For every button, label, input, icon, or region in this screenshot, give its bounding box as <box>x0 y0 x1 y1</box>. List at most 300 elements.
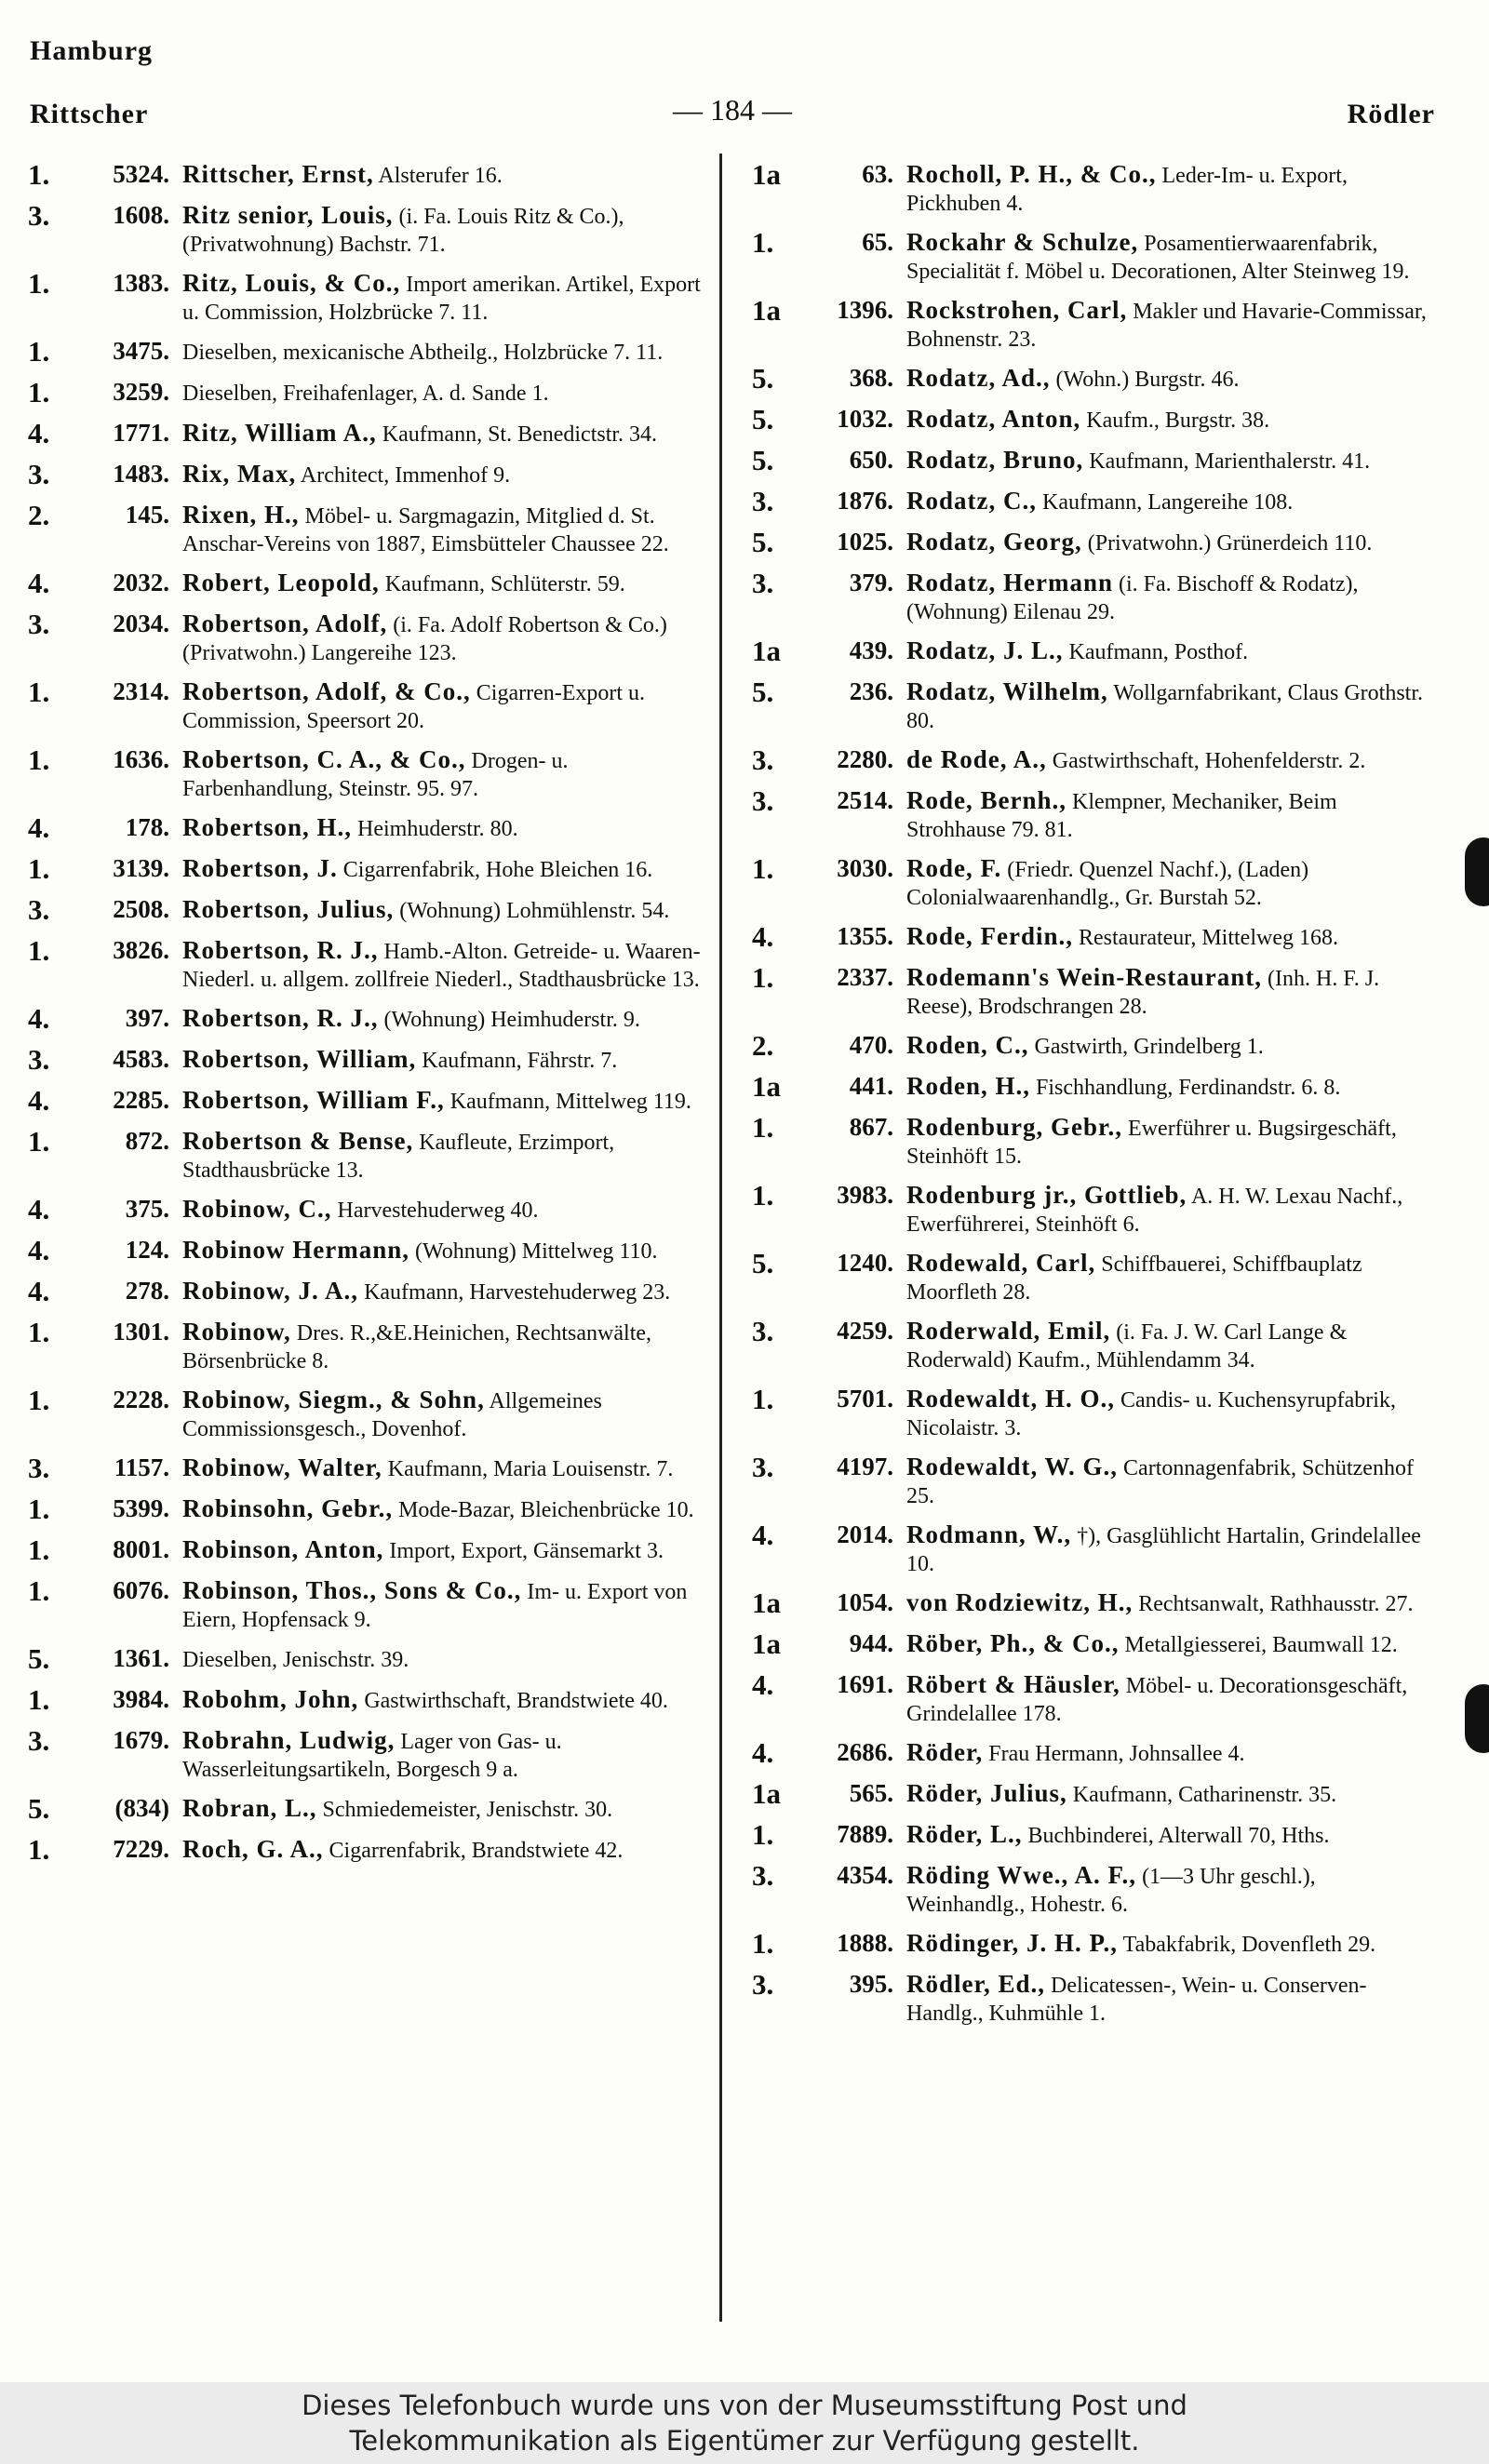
phone-number: 145. <box>125 501 169 529</box>
directory-entry <box>752 158 1431 218</box>
phone-number: 4197. <box>837 1453 893 1480</box>
subscriber-details: †), Gasglühlicht Hartalin, Grindelallee 10. <box>906 1524 1421 1576</box>
directory-entry <box>752 1383 1431 1442</box>
entry-text <box>906 158 1431 218</box>
subscriber-name: Rix, Max, <box>182 460 297 488</box>
subscriber-name: Röber, Ph., & Co., <box>906 1629 1120 1657</box>
entry-text <box>906 1070 1431 1102</box>
subscriber-name: Robinson, Thos., Sons & Co., <box>182 1576 522 1604</box>
phone-number: 1679. <box>113 1726 169 1754</box>
subscriber-details: (Wohn.) Burgstr. 46. <box>1050 368 1240 392</box>
phone-number: 3984. <box>113 1685 169 1713</box>
header-last-name: Rödler <box>1347 99 1435 129</box>
entry-text <box>182 1533 707 1565</box>
phone-number: 3030. <box>837 854 893 882</box>
directory-entry <box>28 852 707 885</box>
phone-number: 2285. <box>113 1086 169 1114</box>
exchange-volume: 1. <box>752 1383 774 1415</box>
directory-entry <box>752 635 1431 667</box>
phone-number: 65. <box>862 228 893 256</box>
phone-number: 4259. <box>837 1317 893 1345</box>
punch-hole <box>1465 1684 1489 1753</box>
entry-text <box>182 1724 707 1784</box>
phone-number: 395. <box>849 1970 893 1998</box>
subscriber-details: Architect, Immenhof 9. <box>296 463 511 488</box>
directory-entry <box>28 1234 707 1266</box>
phone-number: 397. <box>125 1004 169 1032</box>
entry-text <box>182 1493 707 1524</box>
entry-text <box>182 1683 707 1715</box>
directory-entry <box>28 1452 707 1484</box>
punch-hole <box>1465 837 1489 906</box>
directory-entry <box>28 1084 707 1117</box>
subscriber-details: Wollgarnfabrikant, Claus Grothstr. 80. <box>906 681 1424 733</box>
subscriber-name: Robertson, J. <box>182 854 338 882</box>
subscriber-details: Kaufmann, Maria Louisenstr. 7. <box>382 1457 674 1481</box>
subscriber-details: Schmiedemeister, Jenischstr. 30. <box>316 1798 613 1822</box>
subscriber-name: Rode, F. <box>906 854 1002 882</box>
subscriber-details: Fischhandlung, Ferdinandstr. 6. 8. <box>1030 1076 1341 1100</box>
entry-text <box>906 1818 1431 1850</box>
exchange-volume: 4. <box>28 1193 50 1225</box>
subscriber-name: Robinow, <box>182 1318 291 1346</box>
directory-entry <box>752 1668 1431 1728</box>
phone-number: 1054. <box>837 1588 893 1616</box>
phone-number: 2032. <box>113 569 169 596</box>
exchange-volume: 4. <box>752 1736 774 1769</box>
exchange-volume: 5. <box>752 403 774 435</box>
entry-text <box>906 1029 1431 1061</box>
entry-text <box>182 199 707 259</box>
entry-text <box>906 1519 1431 1578</box>
phone-number: 379. <box>849 569 893 596</box>
subscriber-name: Rodewald, Carl, <box>906 1249 1096 1277</box>
phone-number: 439. <box>849 636 893 664</box>
phone-number: 2280. <box>837 745 893 773</box>
subscriber-details: (Wohnung) Heimhuderstr. 9. <box>378 1008 640 1032</box>
subscriber-name: Rödler, Ed., <box>906 1970 1046 1998</box>
subscriber-details: Cigarrenfabrik, Brandstwiete 42. <box>323 1839 624 1863</box>
entry-text <box>906 1859 1431 1919</box>
city-heading: Hamburg <box>30 35 154 66</box>
directory-entry <box>28 934 707 994</box>
entry-text <box>182 158 707 190</box>
subscriber-name: Rittscher, Ernst, <box>182 160 374 188</box>
directory-entry <box>28 676 707 735</box>
footer-line-1: Dieses Telefonbuch wurde uns von der Museumsstiftung Post und <box>302 2390 1187 2421</box>
phone-number: 1301. <box>113 1318 169 1346</box>
subscriber-details: (i. Fa. J. W. Carl Lange & Roderwald) Kaufm., Mühlendamm 34. <box>906 1320 1348 1373</box>
phone-number: 867. <box>849 1113 893 1141</box>
entry-text <box>906 852 1431 912</box>
exchange-volume: 4. <box>28 811 50 844</box>
entry-text <box>182 676 707 735</box>
exchange-volume: 3. <box>752 1451 774 1483</box>
directory-entry <box>28 335 707 368</box>
subscriber-name: Rodenburg jr., Gottlieb, <box>906 1181 1187 1209</box>
directory-entry <box>752 1070 1431 1103</box>
exchange-volume: 1a <box>752 1777 781 1810</box>
subscriber-name: Robertson, C. A., & Co., <box>182 745 466 773</box>
subscriber-name: Roderwald, Emil, <box>906 1317 1111 1345</box>
subscriber-name: Röder, L., <box>906 1820 1023 1848</box>
directory-entry <box>752 1315 1431 1374</box>
exchange-volume: 1. <box>28 1683 50 1716</box>
exchange-volume: 4. <box>28 1002 50 1035</box>
directory-entry <box>28 1833 707 1866</box>
subscriber-details: Schiffbauerei, Schiffbauplatz Moorfleth 28. <box>906 1252 1362 1305</box>
exchange-volume: 1. <box>752 1818 774 1851</box>
subscriber-name: Robrahn, Ludwig, <box>182 1726 396 1754</box>
subscriber-details: Dieselben, mexicanische Abtheilg., Holzbrücke 7. 11. <box>182 341 664 365</box>
subscriber-name: von Rodziewitz, H., <box>906 1588 1134 1616</box>
directory-entry <box>752 294 1431 354</box>
subscriber-name: Robinow, J. A., <box>182 1277 359 1305</box>
entry-text <box>906 526 1431 557</box>
subscriber-name: Robinow, C., <box>182 1195 332 1223</box>
directory-entry <box>28 1002 707 1035</box>
directory-entry <box>28 811 707 844</box>
entry-text <box>182 1316 707 1375</box>
exchange-volume: 1a <box>752 294 781 327</box>
subscriber-name: Rodatz, C., <box>906 487 1037 515</box>
entry-text <box>906 1247 1431 1306</box>
subscriber-name: Rodewaldt, W. G., <box>906 1453 1119 1480</box>
entry-text <box>906 1179 1431 1239</box>
subscriber-name: Rodatz, Bruno, <box>906 446 1084 474</box>
exchange-volume: 5. <box>752 526 774 558</box>
subscriber-details: Kaufm., Burgstr. 38. <box>1080 408 1270 433</box>
exchange-volume: 5. <box>752 676 774 708</box>
entry-text <box>182 893 707 925</box>
subscriber-details: (i. Fa. Louis Ritz & Co.), (Privatwohnung) Bachstr. 71. <box>182 205 624 257</box>
entry-text <box>906 1968 1431 2028</box>
phone-number: 2014. <box>837 1520 893 1548</box>
directory-entry <box>28 1683 707 1716</box>
subscriber-name: de Rode, A., <box>906 745 1047 773</box>
exchange-volume: 5. <box>752 1247 774 1279</box>
phone-number: 2228. <box>113 1386 169 1413</box>
directory-entry <box>28 1275 707 1307</box>
exchange-volume: 3. <box>752 485 774 517</box>
phone-number: (834) <box>114 1794 169 1822</box>
subscriber-details: Dieselben, Jenischstr. 39. <box>182 1648 409 1672</box>
exchange-volume: 3. <box>752 567 774 599</box>
exchange-volume: 1. <box>28 1833 50 1866</box>
running-header <box>30 93 1435 140</box>
phone-number: 178. <box>125 813 169 841</box>
phone-number: 368. <box>849 364 893 392</box>
entry-text <box>906 676 1431 735</box>
subscriber-name: Rodatz, Georg, <box>906 528 1082 556</box>
subscriber-name: Rode, Bernh., <box>906 786 1067 814</box>
entry-text <box>906 961 1431 1021</box>
subscriber-details: Kaufmann, Langereihe 108. <box>1037 490 1294 515</box>
footer-notice <box>0 2382 1489 2464</box>
right-column <box>752 158 1431 2036</box>
subscriber-details: Import amerikan. Artikel, Export u. Commission, Holzbrücke 7. 11. <box>182 273 701 325</box>
subscriber-details: Metallgiesserei, Baumwall 12. <box>1119 1633 1398 1657</box>
subscriber-name: Robertson, H., <box>182 813 352 841</box>
subscriber-name: Rockstrohen, Carl, <box>906 296 1128 324</box>
exchange-volume: 5. <box>752 362 774 395</box>
entry-text <box>906 1927 1431 1959</box>
subscriber-name: Robertson & Bense, <box>182 1127 414 1155</box>
entry-text <box>906 1668 1431 1728</box>
exchange-volume: 1a <box>752 635 781 667</box>
subscriber-details: Makler und Havarie-Commissar, Bohnenstr. 23. <box>906 300 1427 352</box>
subscriber-details: Harvestehuderweg 40. <box>331 1199 539 1223</box>
directory-entry <box>752 1818 1431 1851</box>
entry-text <box>906 1627 1431 1659</box>
subscriber-details: Heimhuderstr. 80. <box>352 817 518 841</box>
directory-entry <box>28 567 707 599</box>
subscriber-details: Kaufmann, Mittelweg 119. <box>444 1090 691 1114</box>
subscriber-details: Mode-Bazar, Bleichenbrücke 10. <box>393 1498 694 1522</box>
entry-text <box>182 1574 707 1634</box>
subscriber-name: Rode, Ferdin., <box>906 922 1073 950</box>
entry-text <box>182 1234 707 1265</box>
subscriber-details: Gastwirthschaft, Hohenfelderstr. 2. <box>1046 749 1366 773</box>
exchange-volume: 1. <box>28 158 50 191</box>
directory-entry <box>752 1859 1431 1919</box>
subscriber-details: Dieselben, Freihafenlager, A. d. Sande 1. <box>182 382 549 406</box>
phone-number: 236. <box>849 677 893 705</box>
subscriber-name: Roden, H., <box>906 1072 1031 1100</box>
directory-entry <box>28 267 707 327</box>
entry-text <box>182 1043 707 1075</box>
directory-entry <box>752 784 1431 844</box>
exchange-volume: 1. <box>28 1384 50 1416</box>
phone-number: 1771. <box>113 419 169 447</box>
directory-entry <box>752 1777 1431 1810</box>
subscriber-details: Kaufmann, Posthof. <box>1063 640 1249 664</box>
phone-number: 2508. <box>113 895 169 923</box>
exchange-volume: 4. <box>28 417 50 449</box>
directory-entry <box>28 458 707 490</box>
phone-number: 441. <box>849 1072 893 1100</box>
subscriber-name: Rödinger, J. H. P., <box>906 1929 1119 1957</box>
exchange-volume: 4. <box>752 1668 774 1701</box>
subscriber-name: Ritz senior, Louis, <box>182 201 394 229</box>
directory-entry <box>28 608 707 667</box>
footer-line-2: Telekommunikation als Eigentümer zur Verfügung gestellt. <box>349 2425 1140 2457</box>
phone-number: 1396. <box>837 296 893 324</box>
subscriber-details: Drogen- u. Farbenhandlung, Steinstr. 95. 97. <box>182 749 569 801</box>
entry-text <box>906 1451 1431 1510</box>
phone-number: 1383. <box>113 269 169 297</box>
subscriber-details: Allgemeines Commissionsgesch., Dovenhof. <box>182 1389 602 1441</box>
phone-number: 650. <box>849 446 893 474</box>
subscriber-details: Im- u. Export von Eiern, Hopfensack 9. <box>182 1580 688 1632</box>
subscriber-name: Röbert & Häusler, <box>906 1670 1120 1698</box>
entry-text <box>182 1384 707 1443</box>
phone-number: 944. <box>849 1629 893 1657</box>
subscriber-name: Robertson, Adolf, & Co., <box>182 677 471 705</box>
entry-text <box>906 1315 1431 1374</box>
exchange-volume: 4. <box>752 1519 774 1551</box>
entry-text <box>906 635 1431 666</box>
exchange-volume: 3. <box>28 458 50 490</box>
exchange-volume: 1. <box>752 226 774 259</box>
subscriber-details: Kaufmann, Marienthalerstr. 41. <box>1083 449 1371 474</box>
subscriber-details: Dres. R.,&E.Heinichen, Rechtsanwälte, Börsenbrücke 8. <box>182 1321 652 1373</box>
subscriber-details: (Wohnung) Lohmühlenstr. 54. <box>394 899 670 923</box>
exchange-volume: 1. <box>28 376 50 408</box>
exchange-volume: 2. <box>28 499 50 531</box>
phone-number: 1608. <box>113 201 169 229</box>
subscriber-name: Robohm, John, <box>182 1685 359 1713</box>
phone-number: 5701. <box>837 1385 893 1413</box>
subscriber-details: (1—3 Uhr geschl.), Weinhandlg., Hohestr. 6. <box>906 1865 1316 1917</box>
phone-number: 1032. <box>837 405 893 433</box>
exchange-volume: 3. <box>752 743 774 776</box>
subscriber-name: Rodenburg, Gebr., <box>906 1113 1123 1141</box>
entry-text <box>182 1193 707 1225</box>
subscriber-details: Leder-Im- u. Export, Pickhuben 4. <box>906 164 1348 216</box>
subscriber-name: Rodatz, Wilhelm, <box>906 677 1108 705</box>
phone-number: 63. <box>862 160 893 188</box>
entry-text <box>906 920 1431 952</box>
exchange-volume: 5. <box>752 444 774 476</box>
exchange-volume: 4. <box>752 920 774 953</box>
entry-text <box>182 335 707 367</box>
directory-entry <box>752 1736 1431 1769</box>
directory-entry <box>28 1193 707 1225</box>
exchange-volume: 4. <box>28 1234 50 1266</box>
subscriber-details: Kaufmann, Catharinenstr. 35. <box>1066 1783 1337 1807</box>
phone-number: 4583. <box>113 1045 169 1073</box>
phone-number: 2337. <box>837 963 893 991</box>
phone-number: 375. <box>125 1195 169 1223</box>
phone-number: 278. <box>125 1277 169 1305</box>
directory-entry <box>752 1587 1431 1619</box>
subscriber-name: Ritz, William A., <box>182 419 377 447</box>
phone-number: 3139. <box>113 854 169 882</box>
subscriber-name: Robertson, William, <box>182 1045 417 1073</box>
directory-entry <box>752 226 1431 286</box>
exchange-volume: 4. <box>28 1275 50 1307</box>
exchange-volume: 1. <box>752 1927 774 1960</box>
directory-entry <box>28 417 707 449</box>
phone-number: 2514. <box>837 786 893 814</box>
exchange-volume: 3. <box>752 784 774 817</box>
subscriber-details: Cartonnagenfabrik, Schützenhof 25. <box>906 1456 1414 1508</box>
subscriber-details: Frau Hermann, Johnsallee 4. <box>983 1742 1245 1766</box>
exchange-volume: 1. <box>28 1493 50 1525</box>
page-number: — 184 — <box>673 93 792 127</box>
entry-text <box>906 1587 1431 1618</box>
entry-text <box>906 294 1431 354</box>
subscriber-details: Kaufmann, St. Benedictstr. 34. <box>376 422 658 447</box>
exchange-volume: 5. <box>28 1792 50 1825</box>
subscriber-name: Robertson, William F., <box>182 1086 445 1114</box>
subscriber-details: Kaufmann, Fährstr. 7. <box>416 1049 618 1073</box>
directory-entry <box>28 1493 707 1525</box>
directory-entry <box>28 199 707 259</box>
directory-entry <box>28 376 707 408</box>
entry-text <box>182 417 707 449</box>
subscriber-name: Robert, Leopold, <box>182 569 380 596</box>
exchange-volume: 1. <box>28 852 50 885</box>
exchange-volume: 1a <box>752 158 781 191</box>
subscriber-details: Kaufmann, Harvestehuderweg 23. <box>358 1280 671 1305</box>
phone-number: 1888. <box>837 1929 893 1957</box>
phone-number: 1691. <box>837 1670 893 1698</box>
directory-entry <box>752 444 1431 476</box>
exchange-volume: 3. <box>752 1315 774 1347</box>
exchange-volume: 1. <box>752 961 774 994</box>
exchange-volume: 1. <box>28 676 50 708</box>
subscriber-name: Rodatz, Hermann <box>906 569 1113 596</box>
subscriber-name: Roden, C., <box>906 1031 1029 1059</box>
exchange-volume: 3. <box>28 1452 50 1484</box>
left-column <box>28 158 707 1874</box>
phone-number: 1483. <box>113 460 169 488</box>
phone-number: 3259. <box>113 378 169 406</box>
directory-entry <box>28 499 707 558</box>
entry-text <box>182 458 707 489</box>
subscriber-details: Lager von Gas- u. Wasserleitungsartikeln, Borgesch 9 a. <box>182 1730 562 1782</box>
directory-entry <box>752 852 1431 912</box>
phone-number: 1361. <box>113 1644 169 1672</box>
phone-number: 2314. <box>113 677 169 705</box>
exchange-volume: 1. <box>28 1125 50 1158</box>
entry-text <box>182 1084 707 1116</box>
exchange-volume: 1. <box>752 852 774 885</box>
directory-entry <box>752 526 1431 558</box>
phone-number: 1355. <box>837 922 893 950</box>
directory-entry <box>752 1179 1431 1239</box>
subscriber-details: Delicatessen-, Wein- u. Conserven-Handlg., Kuhmühle 1. <box>906 1974 1367 2026</box>
entry-text <box>906 444 1431 475</box>
subscriber-details: (Friedr. Quenzel Nachf.), (Laden) Colonialwaarenhandlg., Gr. Burstah 52. <box>906 858 1309 910</box>
phone-number: 3983. <box>837 1181 893 1209</box>
subscriber-details: Candis- u. Kuchensyrupfabrik, Nicolaistr. 3. <box>906 1388 1396 1440</box>
phone-number: 1876. <box>837 487 893 515</box>
subscriber-name: Robinow Hermann, <box>182 1236 410 1264</box>
subscriber-name: Robran, L., <box>182 1794 317 1822</box>
exchange-volume: 1. <box>28 934 50 967</box>
entry-text <box>906 743 1431 775</box>
exchange-volume: 3. <box>28 199 50 232</box>
directory-entry <box>28 743 707 803</box>
directory-entry <box>752 920 1431 953</box>
exchange-volume: 5. <box>28 1642 50 1675</box>
header-first-name: Rittscher <box>30 99 149 129</box>
entry-text <box>182 567 707 598</box>
phone-number: 565. <box>849 1779 893 1807</box>
subscriber-name: Robinson, Anton, <box>182 1535 384 1563</box>
phone-number: 8001. <box>113 1535 169 1563</box>
exchange-volume: 1. <box>752 1111 774 1144</box>
subscriber-details: (i. Fa. Adolf Robertson & Co.) (Privatwohn.) Langereihe 123. <box>182 613 667 665</box>
exchange-volume: 1a <box>752 1070 781 1103</box>
entry-text <box>906 226 1431 286</box>
phone-number: 1025. <box>837 528 893 556</box>
subscriber-name: Roch, G. A., <box>182 1835 324 1863</box>
directory-entry <box>28 1574 707 1634</box>
subscriber-details: Klempner, Mechaniker, Beim Strohhause 79. 81. <box>906 790 1337 842</box>
exchange-volume: 1. <box>28 743 50 776</box>
directory-entry <box>28 1792 707 1825</box>
directory-entry <box>752 1627 1431 1660</box>
subscriber-details: Gastwirth, Grindelberg 1. <box>1028 1035 1264 1059</box>
directory-entry <box>752 1111 1431 1171</box>
phone-number: 872. <box>125 1127 169 1155</box>
phone-number: 7229. <box>113 1835 169 1863</box>
entry-text <box>182 608 707 667</box>
